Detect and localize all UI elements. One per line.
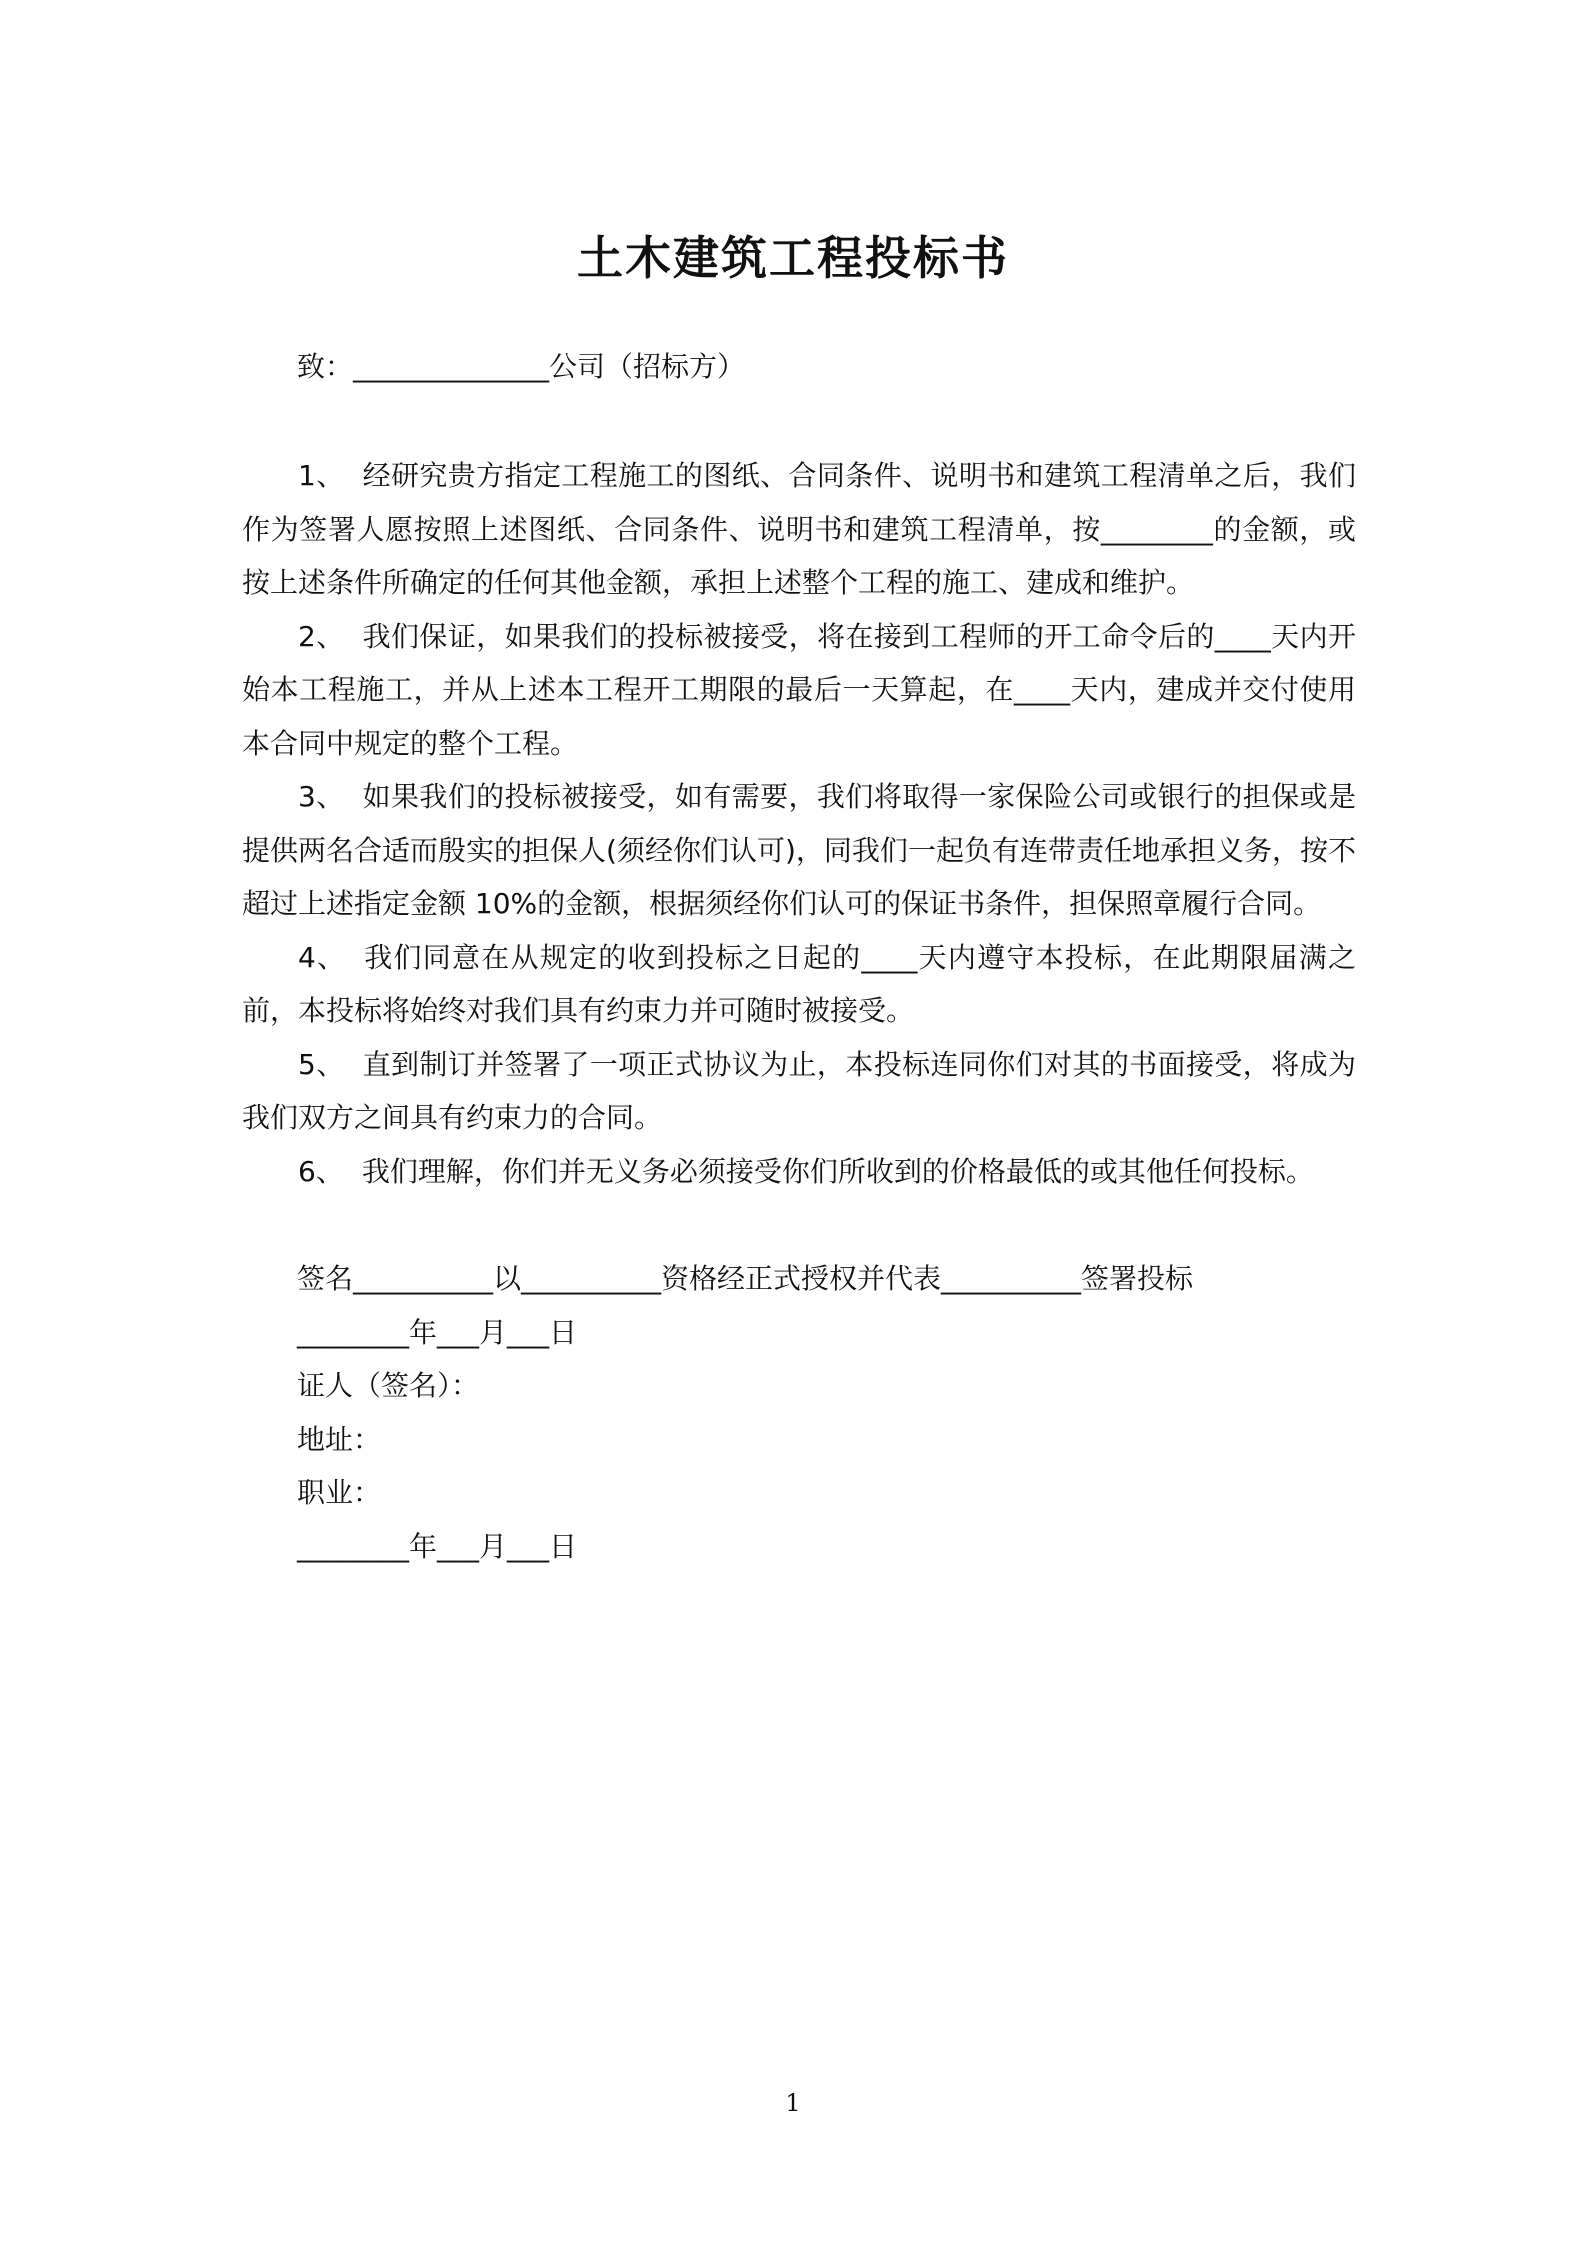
signature-date-line: ________年___月___日 (297, 1315, 578, 1349)
clause-number: 4、 (298, 940, 347, 974)
clause-text: 我们理解，你们并无义务必须接受你们所收到的价格最低的或其他任何投标。 (361, 1154, 1314, 1188)
clause-text: 我们保证，如果我们的投标被接受，将在接到工程师的开工命令后的____天内开始本工程施工，并从上述本工程开工期限的最后一天算起，在____天内，建成并交付使用本合同中规定的整个工程。 (242, 619, 1356, 760)
witness-line: 证人（签名）： (297, 1369, 480, 1402)
page-number: 1 (785, 2089, 801, 2117)
clause-3 (242, 770, 1356, 931)
clause-number: 3、 (298, 780, 345, 813)
clause-6 (242, 1145, 1356, 1199)
clause-text: 直到制订并签署了一项正式协议为止，本投标连同你们对其的书面接受，将成为我们双方之间具有约束力的合同。 (242, 1047, 1356, 1134)
clause-number: 2、 (298, 619, 345, 653)
document-title: 土木建筑工程投标书 (577, 231, 1009, 285)
addressee-line: 致：______________公司（招标方） (297, 350, 746, 383)
clause-1 (242, 449, 1356, 610)
witness-date-line: ________年___月___日 (297, 1529, 578, 1563)
address-line: 地址： (297, 1422, 382, 1456)
clause-number: 5、 (298, 1047, 345, 1081)
tender-clauses (242, 449, 1356, 1198)
clause-text: 如果我们的投标被接受，如有需要，我们将取得一家保险公司或银行的担保或是提供两名合适而殷实的担保人(须经你们认可)，同我们一起负有连带责任地承担义务，按不超过上述指定金额 10%的金额，根据须经你们认可的保证书条件，担保照章履行合同。 (242, 780, 1356, 920)
clause-number: 6、 (298, 1154, 344, 1188)
clause-text: 我们同意在从规定的收到投标之日起的____天内遵守本投标，在此期限届满之前，本投标将始终对我们具有约束力并可随时被接受。 (242, 940, 1356, 1027)
clause-text: 经研究贵方指定工程施工的图纸、合同条件、说明书和建筑工程清单之后，我们作为签署人愿按照上述图纸、合同条件、说明书和建筑工程清单，按________的金额，或按上述条件所确定的任何其他金额，承担上述整个工程的施工、建成和维护。 (242, 459, 1356, 599)
clause-2 (242, 610, 1356, 771)
clause-4 (242, 931, 1356, 1038)
occupation-line: 职业： (297, 1476, 382, 1509)
signature-block (297, 1252, 1193, 1573)
clause-number: 1、 (298, 459, 345, 492)
signature-line: 签名__________以__________资格经正式授权并代表__________签署投标 (297, 1262, 1194, 1295)
clause-5 (242, 1038, 1356, 1145)
